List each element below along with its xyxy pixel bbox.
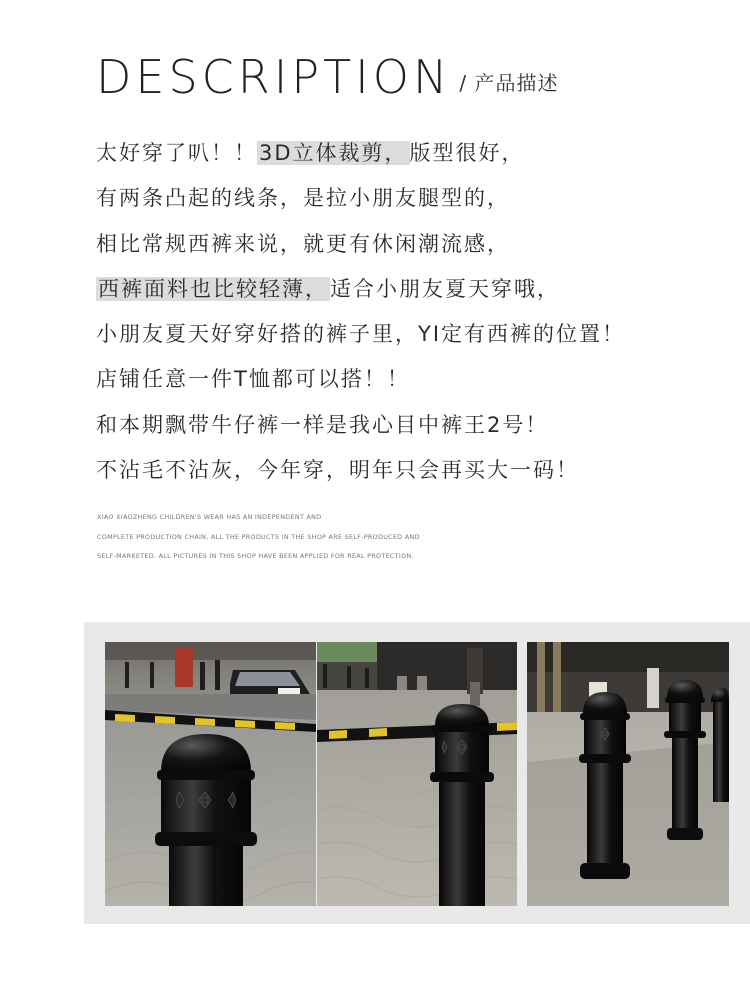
- description-phrase: 小朋友夏天好穿好搭的裤子里，YI定有西裤的位置！: [96, 322, 626, 347]
- section-header: [96, 52, 558, 102]
- description-line: [96, 451, 625, 496]
- bollard-photo-2: [317, 642, 517, 906]
- description-phrase: 不沾毛不沾灰，今年穿，明年只会再买大一码！: [96, 458, 579, 483]
- description-line: [96, 134, 625, 179]
- section-subtitle: / 产品描述: [459, 71, 559, 95]
- description-phrase: 太好穿了叭！！: [96, 141, 257, 165]
- description-line: [96, 406, 625, 451]
- description-phrase: 有两条凸起的线条，是拉小朋友腿型的，: [96, 186, 510, 211]
- fine-print-line: XIAO XIAOZHENG CHILDREN'S WEAR HAS AN INDEPENDENT AND: [97, 513, 322, 521]
- bollard-photo-3: [527, 642, 729, 906]
- description-phrase: 适合小朋友夏天穿哦，: [330, 276, 560, 301]
- bollard-photo-1: [105, 642, 316, 906]
- description-line: [96, 360, 625, 405]
- section-title: DESCRIPTION: [96, 50, 452, 104]
- description-line: [96, 270, 625, 315]
- description-line: [96, 315, 625, 360]
- fine-print-line: SELF-MARKETED. ALL PICTURES IN THIS SHOP HAVE BEEN APPLIED FOR REAL PROTECTION.: [97, 552, 414, 560]
- highlighted-phrase: 3D立体裁剪，: [259, 141, 408, 165]
- highlighted-phrase: 西裤面料也比较轻薄，: [98, 276, 328, 301]
- description-phrase: 版型很好，: [409, 141, 525, 165]
- description-line: [96, 179, 625, 224]
- description-text: [96, 134, 625, 496]
- description-line: [96, 225, 625, 270]
- description-phrase: 相比常规西裤来说，就更有休闲潮流感，: [96, 231, 510, 256]
- description-phrase: 和本期飘带牛仔裤一样是我心目中裤王2号！: [96, 412, 549, 437]
- fine-print: [97, 511, 420, 570]
- fine-print-line: COMPLETE PRODUCTION CHAIN, ALL THE PRODUCTS IN THE SHOP ARE SELF-PRODUCED AND: [97, 532, 420, 541]
- description-phrase: 店铺任意一件T恤都可以搭！！: [96, 367, 410, 392]
- photo-gallery: [84, 622, 750, 924]
